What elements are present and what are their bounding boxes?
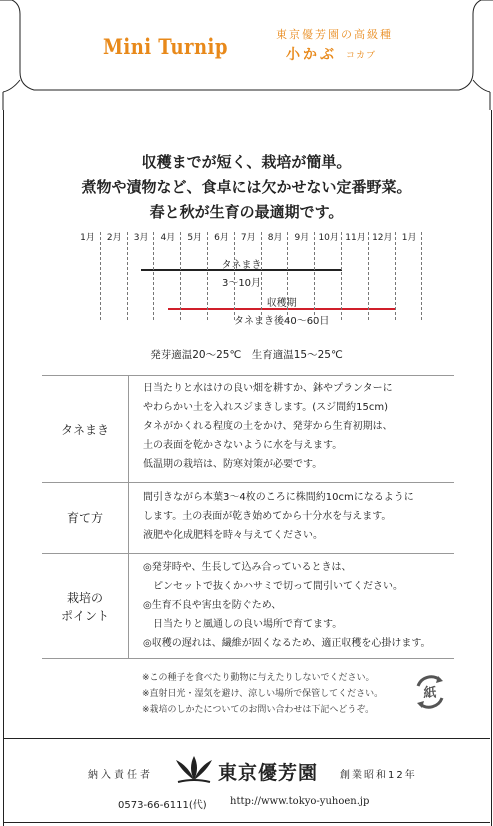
temperature-info: 発芽適温20～25℃ 生育適温15～25℃ [150,349,343,361]
section-body-care [143,488,463,545]
month-divider [261,232,262,320]
section-column-divider [128,375,129,658]
recycle-mark-text: 紙 [423,686,437,701]
month-label: 10月 [318,233,339,243]
month-label: 11月 [345,233,366,243]
intro-line: 収穫までが短く、栽培が簡単。 [141,153,352,171]
section-divider [42,375,454,376]
product-title-en: Mini Turnip [103,34,228,59]
month-divider [100,232,101,320]
harvest-label: 収穫期 [266,298,297,309]
month-divider [287,232,288,320]
month-label: 12月 [372,233,393,243]
section-title-sowing: タネまき [60,423,109,437]
month-divider [341,232,342,320]
month-label: 9月 [294,233,310,243]
month-divider [153,232,154,320]
month-label: 1月 [401,233,417,243]
section-line: ◎発芽時や、生長して込み合っているときは、 [143,562,352,573]
sowing-label: タネまき [221,260,262,271]
section-title-care: 育て方 [66,511,103,525]
section-divider [42,553,454,554]
section-title-points [42,589,128,625]
section-line: 低温期の栽培は、防寒対策が必要です。 [143,459,323,470]
section-line: 日当たりと水はけの良い畑を耕すか、鉢やプランターに [143,383,393,394]
product-name-ja: 小かぶ [286,47,337,63]
month-label: 6月 [214,233,229,243]
month-label: 7月 [240,233,256,243]
intro-line: 煮物や漬物など、食卓には欠かせない定番野菜。 [81,178,412,196]
section-line: やわらかい土を入れスジまきします。(スジ間約15cm) [143,402,388,413]
note-line: ※この種子を食べたり動物に与えたりしないでください。 [142,673,375,683]
section-line: ピンセットで抜くかハサミで切って間引いてください。 [143,581,403,592]
month-divider [234,232,235,320]
section-line: 土の表面を乾かさないように水を与えます。 [143,440,343,451]
month-label: 5月 [187,233,203,243]
phone-number: 0573-66-6111(代) [118,800,207,811]
section-line: ◎収穫の遅れは、繊維が固くなるため、適正収穫を心掛けます。 [143,638,431,649]
month-divider [180,232,181,320]
intro-line: 春と秋が生育の最適期です。 [149,203,344,221]
month-label: 2月 [106,233,122,243]
section-body-sowing [143,379,463,474]
sowing-bar [141,269,342,271]
packet-flap-outline [0,0,493,110]
sowing-period: 3～10月 [221,278,262,289]
section-body-points [143,558,463,653]
intro-text [0,150,493,225]
month-divider [314,232,315,320]
section-line: 日当たりと風通しの良い場所で育てます。 [143,619,343,630]
section-title-line: ポイント [60,609,109,623]
company-name: 東京優芳園 [218,762,319,784]
company-logo-icon [174,752,214,786]
section-title-line: 栽培の [66,591,103,605]
established-info: 創業昭和12年 [340,770,417,781]
note-line: ※栽培のしかたについてのお問い合わせは下記へどうぞ。 [142,705,375,715]
responsible-label: 納入責任者 [88,770,153,781]
section-line: します。土の表面が乾き始めてから十分水を与えます。 [143,511,392,522]
section-line: ◎生育不良や害虫を防ぐため、 [143,600,282,611]
month-label: 3月 [133,233,149,243]
section-line: 間引きながら本葉3～4枚のころに株間約10cmになるように [143,492,414,503]
brand-line: 東京優芳園の高級種 [276,28,393,41]
harvest-period: タネまき後40～60日 [233,316,330,327]
note-line: ※直射日光・湿気を避け、涼しい場所で保管してください。 [142,689,384,699]
month-label: 1月 [80,233,95,243]
month-divider [127,232,128,320]
footer-divider [3,738,490,739]
paper-recycle-icon [410,672,450,712]
website-link[interactable]: http://www.tokyo-yuhoen.jp [230,796,370,807]
product-name-kana: コカブ [346,51,377,61]
section-divider [42,482,454,483]
harvest-bar [168,308,396,310]
section-line: タネがかくれる程度の土をかけ、発芽から生育初期は、 [143,421,393,432]
month-divider [368,232,369,320]
month-divider [421,232,422,320]
caution-notes [142,670,383,718]
month-divider [207,232,208,320]
month-label: 4月 [160,233,176,243]
month-label: 8月 [267,233,283,243]
section-line: 液肥や化成肥料を時々与えてください。 [143,530,323,541]
section-divider [42,658,454,659]
month-divider [395,232,396,320]
growing-calendar [74,230,424,327]
